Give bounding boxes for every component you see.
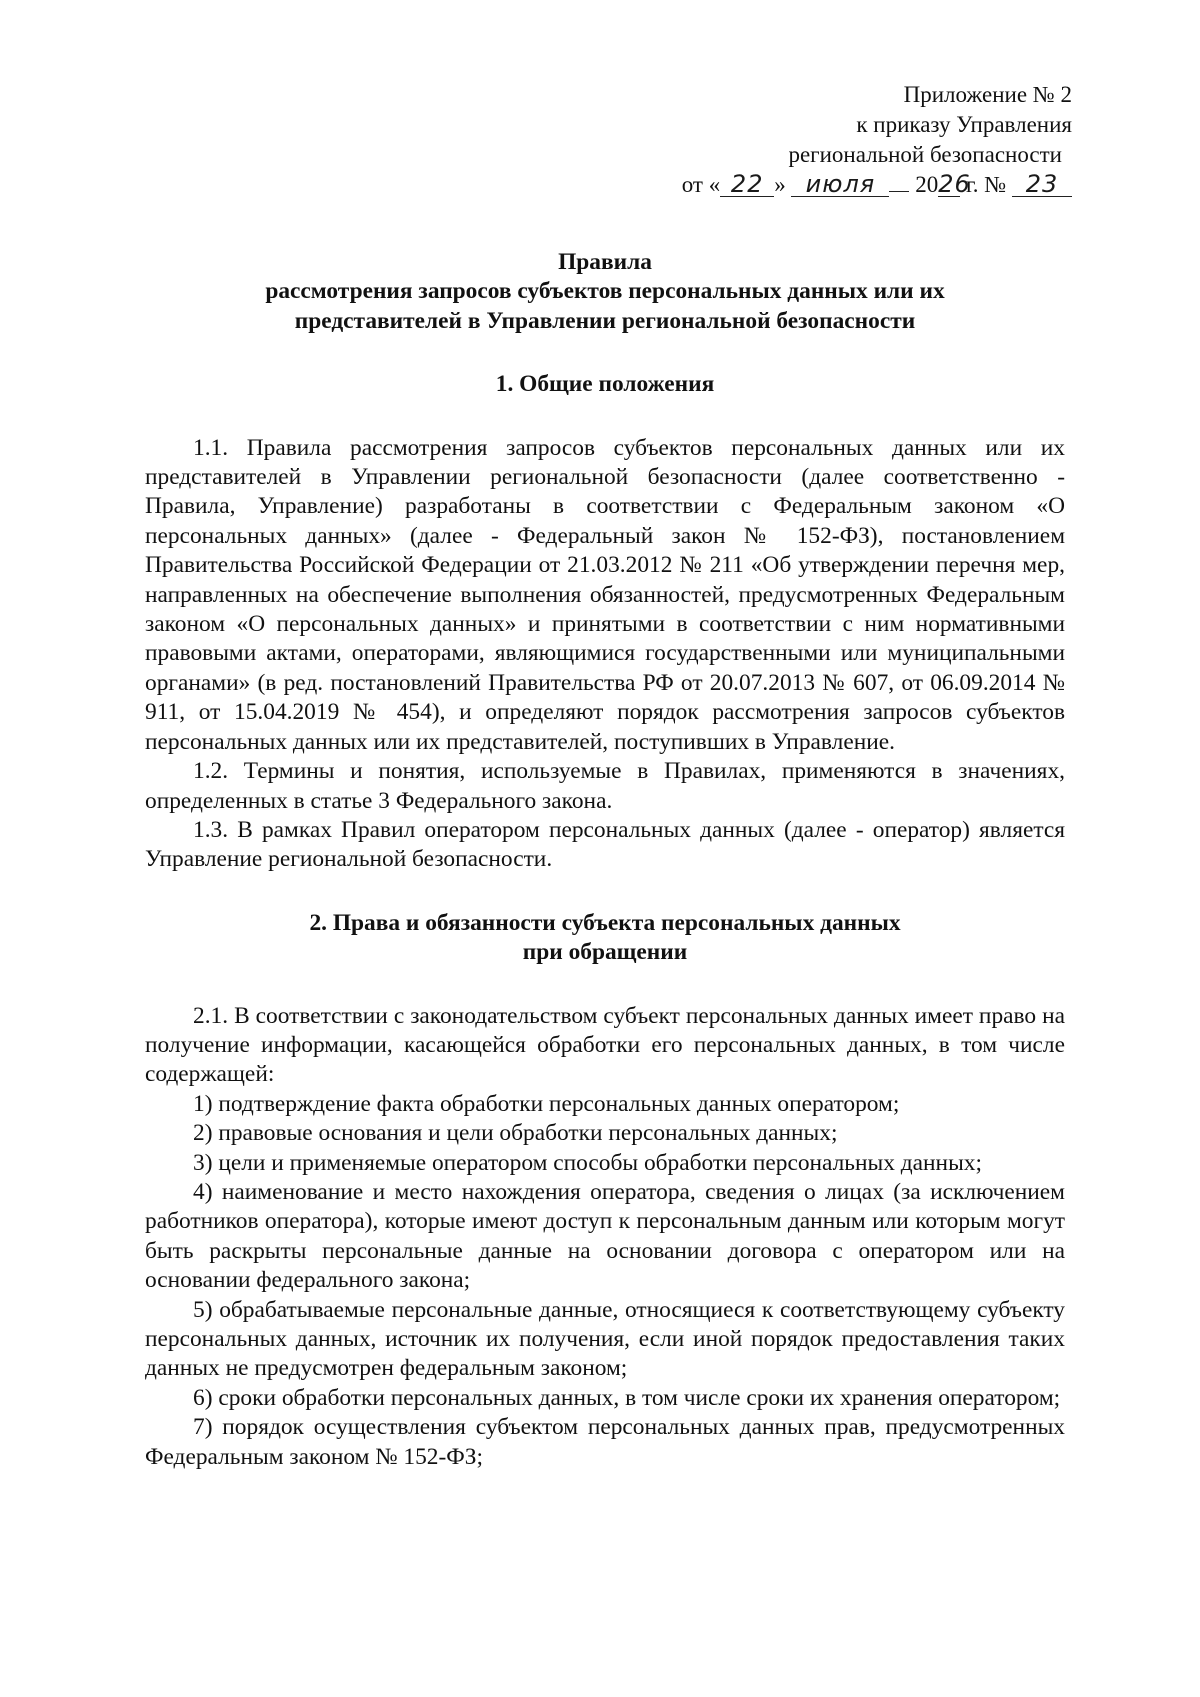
section-2-heading [145,909,1065,968]
appendix-order-ref: к приказу Управления [856,112,1072,137]
date-day-handwritten: 22 [720,172,774,197]
title-line-3: представителей в Управлении региональной безопасности [294,307,916,334]
section-2-heading-line-1: 2. Права и обязанности субъекта персональных данных [309,909,901,936]
appendix-date-line [632,170,1072,200]
paragraph-1-3: 1.3. В рамках Правил оператором персональных данных (далее - оператор) является Управление региональной безопасности. [145,816,1065,873]
list-item-7: 7) порядок осуществления субъектом персональных данных прав, предусмотренных Федеральным законом № 152-ФЗ; [145,1414,1065,1470]
title-line-2: рассмотрения запросов субъектов персональных данных или их [265,278,945,305]
section-1-heading: 1. Общие положения [495,371,715,398]
list-item-2: 2) правовые основания и цели обработки персональных данных; [193,1120,838,1147]
list-item-4: 4) наименование и место нахождения оператора, сведения о лицах (за исключением работников оператора), которые имеют доступ к персональным данным или которым могут быть раскрыты персональные данные на основании договора с оператором или на основании федерального закона; [145,1178,1065,1294]
date-month-handwritten: июля [791,172,889,197]
appendix-number: Приложение № 2 [903,82,1072,107]
list-item-5: 5) обрабатываемые персональные данные, относящиеся к соответствующему субъекту персональных данных, источник их получения, если иной порядок предоставления таких данных не предусмотрен федеральным законом; [145,1296,1065,1382]
date-year-prefix: 20 [915,172,939,197]
paragraph-2-1: 2.1. В соответствии с законодательством субъект персональных данных имеет право на получение информации, касающейся обработки его персональных данных, в том числе содержащей: [145,1002,1065,1088]
document-body [145,248,1065,1472]
paragraph-1-2: 1.2. Термины и понятия, используемые в Правилах, применяются в значениях, определенных в статье 3 Федерального закона. [145,758,1065,814]
title-line-1: Правила [558,249,652,275]
date-year-tail: г. № [960,172,1007,197]
section-2-heading-line-2: при обращении [522,939,688,966]
date-prefix: от « [681,172,721,197]
list-item-6: 6) сроки обработки персональных данных, в том числе сроки их хранения оператором; [193,1384,1061,1411]
appendix-agency: региональной безопасности [788,142,1062,167]
date-year-handwritten: 26 [938,170,971,198]
document-title [145,248,1065,336]
list-item-3: 3) цели и применяемые оператором способы обработки персональных данных; [193,1149,982,1176]
list-item-1: 1) подтверждение факта обработки персональных данных оператором; [193,1090,900,1117]
date-mid: » [774,172,786,197]
date-blank [889,191,909,192]
paragraph-1-1: 1.1. Правила рассмотрения запросов субъектов персональных данных или их представителей в Управлении региональной безопасности (далее соответственно - Правила, Управление) разработаны в соответствии с Федеральным законом «О персональных данных» (далее - Федеральный закон № 152-ФЗ), постановлением Правительства Российской Федерации от 21.03.2012 № 211 «Об утверждении перечня мер, направленных на обеспечение выполнения обязанностей, предусмотренных Федеральным законом «О персональных данных» и принятыми в соответствии с ним нормативными правовыми актами, операторами, являющимися государственными или муниципальными органами» (в ред. постановлений Правительства РФ от 20.07.2013 № 607, от 06.09.2014 № 911, от 15.04.2019 № 454), и определяют порядок рассмотрения запросов субъектов персональных данных или их представителей, поступивших в Управление. [145,434,1065,755]
order-number-handwritten: 23 [1012,172,1072,197]
appendix-header [632,80,1072,200]
